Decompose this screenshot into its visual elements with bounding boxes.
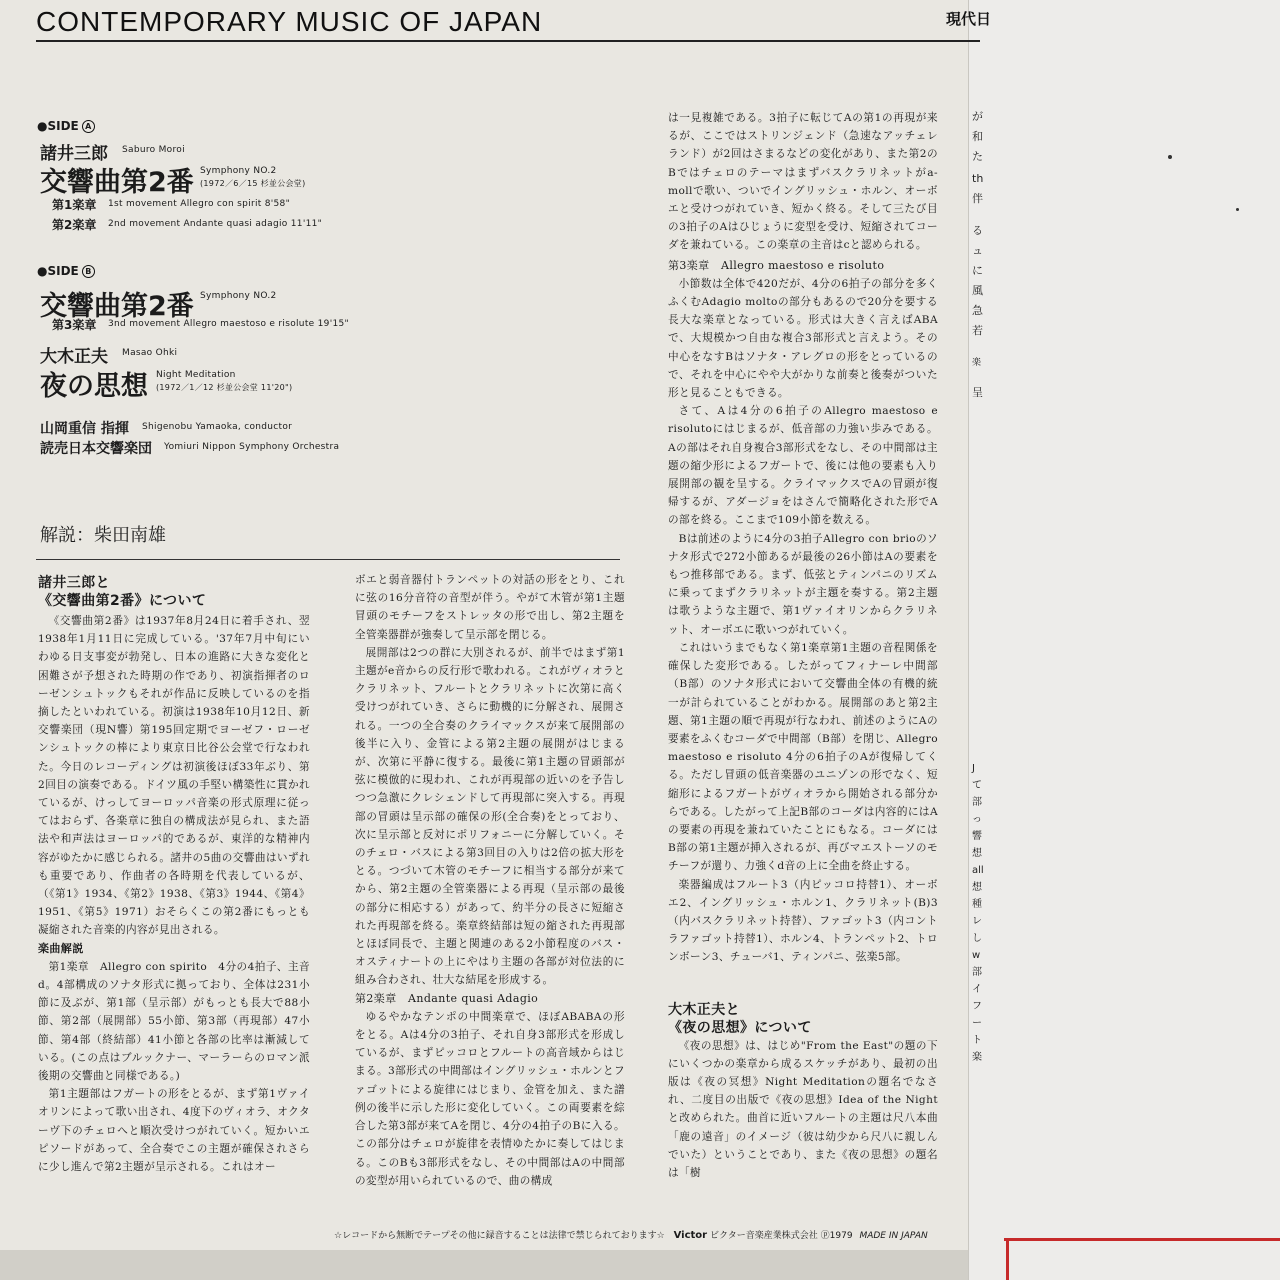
orchestra-jp: 読売日本交響楽団 — [40, 441, 152, 457]
col3-paragraph-7: 《夜の思想》は、はじめ"From the East"の題の下にいくつかの楽章から成るスケッチがあり、最初の出版は《夜の冥想》Night Meditationの題名でなされ、二度目の出版で《夜の思想》Idea of the Nightと改められた。曲首に近いフルートの主題は尺八本曲「鹿の遠音」のイメージ（彼は幼少から尺八に親しんでいた）ということであり、また《夜の思想》の題名は「樹 — [668, 1039, 938, 1179]
col1-paragraph-1: 《交響曲第2番》は1937年8月24日に着手され、翌1938年1月11日に完成している。'37年7月中旬にいわゆる日支事変が勃発し、日本の進路に大きな変化と困難さが予想された時期の作であり、初演指揮者のローゼンシュトックもそれが作品に反映しているのを指摘したといわれている。初演は1938年10月12日、新交響楽団（現N響）第195回定期でヨーゼフ・ローゼンシュトックの棒により東京日比谷公会堂で行なわれた。今日のレコーディングは初演後ほぼ33年ぶり、第2回目の演奏である。ドイツ風の手堅い構築性に貫かれているが、けっしてヨーロッパ音楽の形式原理に従ってはおらず、各楽章に独自の構成法が見られ、また語法や和声法はヨーロッパ的であるが、東洋的な精神内容がゆたかに感じられる。諸井の5曲の交響曲はいずれも重要であり、作曲者の各時期を代表しているが、（《第1》1934、《第2》1938、《第3》1944、《第4》1951、《第5》1971）おそらくこの第2番にもっとも凝縮された音楽的内容が見出される。 — [38, 615, 310, 937]
header-title: CONTEMPORARY MUSIC OF JAPAN — [36, 6, 543, 37]
edge-glyph: フ — [972, 1001, 982, 1012]
side-a-mark: A — [82, 120, 95, 133]
bottom-band — [0, 1250, 1010, 1280]
side-b-composer-jp: 大木正夫 — [40, 347, 108, 367]
col3-paragraph-2: 小節数は全体で420だが、4分の6拍子の部分を多くふくむAdagio moltoの部分もあるので20分を要する長大な楽章となっている。形式は大きく言えばABAで、大規模かつ自由な複合3部形式と言えよう。その中心をなすBはソナタ・アレグロの形をとっているので、それを中心にやや大がかりな前奏と後奏がついた形と見ることもできる。 — [668, 277, 938, 400]
col2-paragraph-2: 展開部は2つの群に大別されるが、前半ではまず第1主題がe音からの反行形で歌われる。これがヴィオラとクラリネット、フルートとクラリネットに次第に高く受けつがれていき、さらに動機的に分解され、展開される。一つの全合奏のクライマックスが来て展開部の後半に入り、金管による第2主題の展開がはじまるが、次第に平静に復する。最後に第1主題の冒頭部が弦に模倣的に現われ、これが再現部の近いのを予告しつつ急激にクレシェンドして再現部に突入する。再現部の冒頭は呈示部の確保の形(全合奏)をとっており、次に呈示部と反対にポリフォニーに分解していく。そのチェロ・バスによる第3回目の入りは2倍の拡大形をとる。つづいて木管のモチーフに相当する部分が来てから、第2主題の全管楽器による再現（呈示部の最後の部分に相応する）があって、約半分の長さに短縮された再現部を終る。楽章終結部は短の縮された再現部とほぼ同長で、主題と関連のある2小節程度のバス・オスティナートの上にやはり主題の各部が対位法的に組み合わされ、壮大な結尾を形成する。 — [355, 646, 625, 987]
col1-paragraph-3: 第1主題部はフガートの形をとるが、まず第1ヴァイオリンによって歌い出され、4度下のヴィオラ、オクターヴ下のチェロへと順次受けつがれていく。短かいエピソードがあって、全合奏でこの主題が確保されさらに少し進んで第2主題が呈示される。これはオー — [38, 1088, 310, 1174]
edge-glyph: 伴 — [972, 192, 983, 205]
col3-paragraph-3: さて、Aは4分の6拍子のAllegro maestoso e risolutoにはじまるが、低音部の力強い歩みである。Aの部はそれ自身複合3部形式をなし、その中間部は主題の縮少形によるフガートで、後には他の要素も入り展開部の観を呈する。クライマックスでAの冒頭が復帰するが、アダージョをはさんで簡略化された形でAの部を終る。ここまで109小節を数える。 — [668, 405, 938, 527]
edge-glyph: ト — [972, 1035, 982, 1046]
red-edge-horizontal — [1004, 1238, 1280, 1241]
edge-glyph: 種 — [972, 899, 982, 910]
edge-glyph: 和 — [972, 130, 983, 143]
edge-glyph: J — [972, 763, 975, 774]
edge-glyph: 急 — [972, 304, 983, 317]
side-a-work-en: Symphony NO.2 — [200, 166, 277, 176]
edge-glyph: all — [972, 865, 984, 876]
edge-glyph: た — [972, 150, 983, 163]
footer-made-in: MADE IN JAPAN — [859, 1231, 928, 1241]
edge-glyph: て — [972, 780, 982, 791]
conductor-jp: 山岡重信 指揮 — [40, 421, 129, 437]
side-a-work-jp: 交響曲第2番 — [40, 167, 194, 198]
side-b-mv3-jp: 第3楽章 — [52, 318, 97, 332]
edge-glyph: 部 — [972, 967, 982, 978]
col3-paragraph-6: 楽器編成はフルート3（内ピッコロ持替1）、オーボエ2、イングリッシュ・ホルン1、クラリネット(B)3（内バスクラリネット持替）、ファゴット3（内コントラファゴット持替1）、ホルン4、トランペット2、トロンボーン3、チューバ1、ティンパニ、弦楽5部。 — [668, 878, 938, 964]
col3-paragraph-1: は一見複雑である。3拍子に転じてAの第1の再現が来るが、ここではストリンジェンド（急速なアッチェレランド）が2回はさまるなどの変化があり、また第2のBではチェロのテーマはまずバスクラリネットがa-mollで歌い、ついでイングリッシュ・ホルン、オーボエと受けつがれていき、短かく終る。そして三たび目の3拍子のAはひじょうに変型を受け、短縮されてコーダを兼ねている。この楽章の主音はcと認められる。 — [668, 112, 938, 252]
side-b-work2-jp: 夜の思想 — [40, 371, 148, 402]
notes-author: 解説：柴田南雄 — [40, 525, 166, 546]
col2-subheading: 第2楽章 Andante quasi Adagio — [355, 991, 539, 1005]
side-a-mv1-jp: 第1楽章 — [52, 198, 97, 212]
col1-paragraph-2: 第1楽章 Allegro con spirito 4分の4拍子、主音d。4部構成のソナタ形式に拠っており、全体は231小節に及ぶが、第1部（呈示部）がもっとも長大で88小節、第2部（展開部）55小節、第3部（再現部）47小節、第4部（終結部）41小節と各部の比率は漸減している。(この点はブルックナー、マーラーらのロマン派後期の交響曲と同様である。) — [38, 960, 310, 1083]
edge-glyph: っ — [972, 814, 982, 825]
edge-glyph: ュ — [972, 244, 983, 257]
edge-glyph: し — [972, 933, 982, 944]
side-a-mv1-en: 1st movement Allegro con spirit 8'58" — [108, 199, 291, 209]
edge-glyph: レ — [972, 916, 982, 927]
orchestra-en: Yomiuri Nippon Symphony Orchestra — [164, 442, 340, 452]
conductor-en: Shigenobu Yamaoka, conductor — [142, 422, 293, 432]
col3-paragraph-5: これはいうまでもなく第1楽章第1主題の音程関係を確保した変形である。したがってフィナーレ中間部（B部）のソナタ形式において交響曲全体の有機的統一が計られていることがわかる。展開部のあと第2主題、第1主題の順で再現が行なわれ、前述のようにAの要素をふくむコーダで中間部（B部）を閉じ、Allegro maestoso e risoluto 4分の6拍子のAが復帰してくる。ただし冒頭の低音楽器のユニゾンの形でなく、短縮形によるフガートがヴィオラから開始される部分からである。したがって上記B部のコーダは内容的にはAの要素の再現を兼ねていたことにもなる。コーダにはB部の第1主題が挿入されるが、再びマエストーソのモチーフが還り、力強くd音の上に全曲を終止する。 — [668, 641, 938, 873]
edge-glyph: 楽 — [972, 1052, 982, 1063]
side-a-mv2-en: 2nd movement Andante quasi adagio 11'11" — [108, 219, 323, 229]
column-2 — [355, 571, 625, 1190]
right-edge-glyphs — [972, 108, 983, 402]
col3-heading-2: 《夜の思想》について — [668, 1019, 812, 1036]
edge-glyph: 呈 — [972, 386, 983, 399]
side-a-mv2-jp: 第2楽章 — [52, 218, 97, 232]
section-divider — [36, 559, 620, 560]
side-b-mv3-en: 3nd movement Allegro maestoso e risolute 19'15" — [108, 319, 349, 329]
side-b-work2-rec: (1972／1／12 杉並公会堂 11'20") — [156, 383, 293, 392]
inner-sleeve-page — [968, 0, 1280, 1280]
footer-brand-logo: Victor — [673, 1230, 708, 1241]
col2-paragraph-3: ゆるやかなテンポの中間楽章で、ほぼABABAの形をとる。Aは4分の3拍子、それ自身3部形式を形成しているが、まずピッコロとフルートの高音域からはじまる。3部形式の中間部はイングリッシュ・ホルンとファゴットによる旋律にはじまり、金管を加え、また譜例の後半に示した形に変化していく。この両要素を綜合した第3部が来てAを閉じ、4分の4拍子のBに入る。この部分はチェロが旋律を表情ゆたかに奏してはじまる。このBも3部形式をなし、その中間部はAの中間部の変型が用いられているので、曲の構成 — [355, 1010, 625, 1187]
side-b-composer-en: Masao Ohki — [122, 348, 178, 358]
edge-glyph: ー — [972, 1018, 982, 1029]
side-b-label — [37, 264, 95, 278]
col3-paragraph-4: Bは前述のように4分の3拍子Allegro con brioのソナタ形式で272小節あるが最後の26小節はAの要素をもつ推移部である。まず、低弦とティンパニのリズムに乗ってまずクラリネットが主題を奏する。第2主題は歌うような主題で、第1ヴァイオリンからクラリネット、オーボエに歌いつがれていく。 — [668, 532, 938, 636]
col3-heading-1: 大木正夫と — [668, 1001, 740, 1018]
side-a-work-rec: (1972／6／15 杉並公会堂) — [200, 179, 306, 188]
edge-glyph: が — [972, 110, 983, 123]
edge-glyph: 楽 — [972, 358, 982, 368]
col2-paragraph-1: ボエと弱音器付トランペットの対話の形をとり、これに弦の16分音符の音型が伴う。やがて木管が第1主題冒頭のモチーフをストレッタの形で出し、第2主題を全管楽器群が強奏して呈示部を閉じる。 — [355, 574, 625, 641]
footer-company: ビクター音楽産業株式会社 — [709, 1231, 818, 1241]
side-b-work2-en: Night Meditation — [156, 370, 236, 380]
right-edge-glyphs-lower — [972, 760, 984, 1066]
page-speck — [1168, 155, 1172, 159]
header-rule — [36, 40, 980, 42]
side-a-text: ●SIDE — [37, 119, 79, 133]
edge-glyph: 想 — [972, 848, 982, 859]
side-a-composer-jp: 諸井三郎 — [40, 144, 108, 164]
col1-heading-1: 諸井三郎と — [38, 575, 110, 591]
edge-glyph: th — [972, 172, 984, 185]
edge-glyph: w — [972, 950, 981, 961]
column-3 — [668, 109, 938, 1182]
col1-subheading: 楽曲解説 — [38, 941, 84, 955]
edge-glyph: 風 — [972, 284, 983, 297]
col3-subheading: 第3楽章 Allegro maestoso e risoluto — [668, 258, 885, 272]
edge-glyph: に — [972, 264, 983, 277]
footer — [334, 1228, 928, 1241]
footer-notice: ☆レコードから無断でテープその他に録音することは法律で禁じられております☆ — [334, 1231, 665, 1241]
side-a-label — [37, 119, 95, 133]
edge-glyph: 若 — [972, 324, 983, 337]
edge-glyph: る — [972, 224, 983, 237]
side-a-composer-en: Saburo Moroi — [122, 145, 185, 155]
header-right-text: 現代日 — [946, 10, 992, 28]
page-speck — [1236, 208, 1239, 211]
side-b-work-jp: 交響曲第2番 — [40, 291, 194, 322]
red-edge-vertical — [1006, 1238, 1009, 1280]
col1-heading-2: 《交響曲第2番》について — [38, 593, 207, 609]
side-b-work-en: Symphony NO.2 — [200, 291, 277, 301]
column-1 — [38, 574, 310, 1176]
footer-year: ⓟ1979 — [820, 1231, 853, 1241]
edge-glyph: 想 — [972, 882, 982, 893]
edge-glyph: イ — [972, 984, 982, 995]
side-b-mark: B — [82, 265, 95, 278]
edge-glyph: 部 — [972, 797, 982, 808]
edge-glyph: 響 — [972, 831, 982, 842]
side-b-text: ●SIDE — [37, 264, 79, 278]
